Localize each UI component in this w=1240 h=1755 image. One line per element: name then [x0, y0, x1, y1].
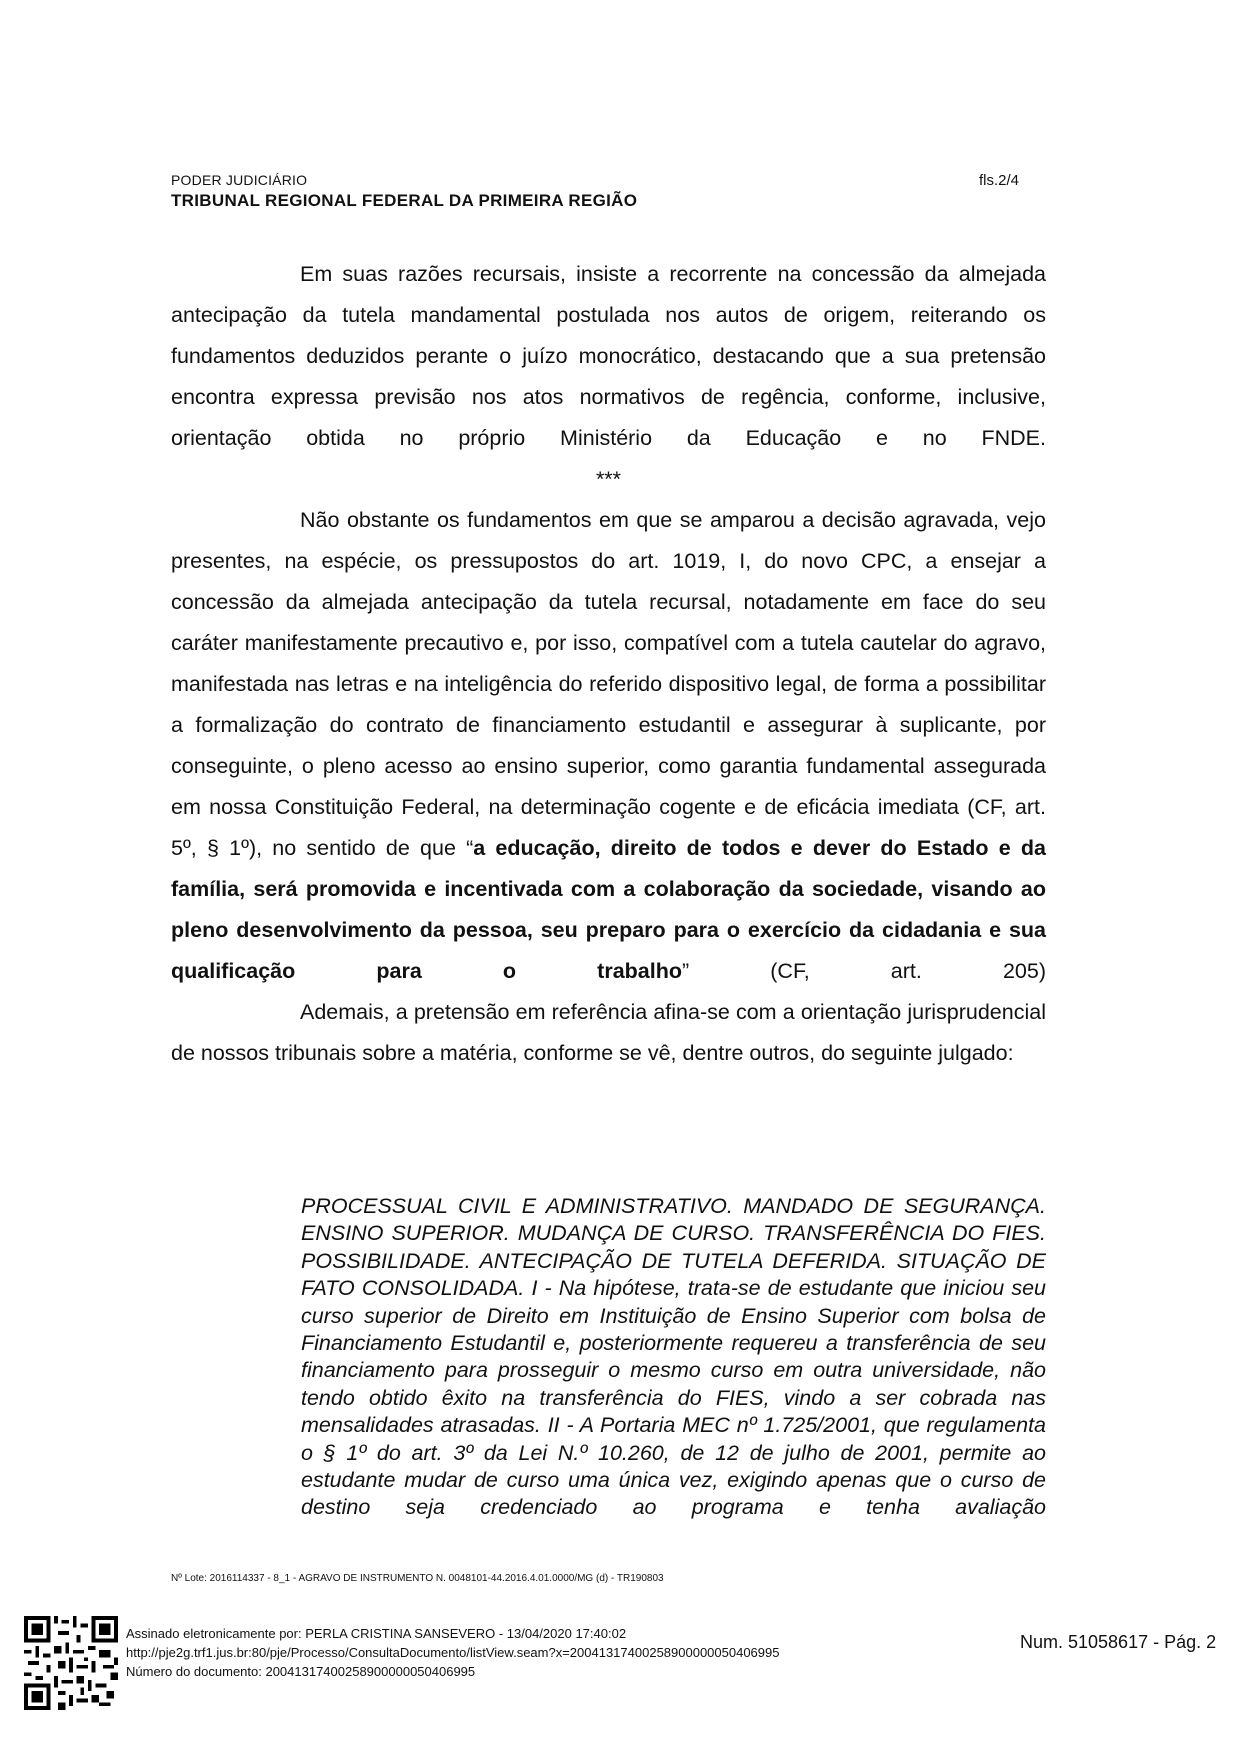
header-court-label: PODER JUDICIÁRIO [171, 172, 308, 188]
qr-code-icon [24, 1616, 118, 1710]
paragraph-2 [171, 500, 1046, 992]
document-url[interactable]: http://pje2g.trf1.jus.br:80/pje/Processo/ConsultaDocumento/listView.seam?x=20041317400258900000050406995 [126, 1645, 780, 1660]
header-court-name: TRIBUNAL REGIONAL FEDERAL DA PRIMEIRA REGIÃO [171, 191, 638, 210]
jurisprudence-quote: PROCESSUAL CIVIL E ADMINISTRATIVO. MANDADO DE SEGURANÇA. ENSINO SUPERIOR. MUDANÇA DE CURSO. TRANSFERÊNCIA DO FIES. POSSIBILIDADE. ANTECIPAÇÃO DE TUTELA DEFERIDA. SITUAÇÃO DE FATO CONSOLIDADA. I - Na hipótese, trata-se de estudante que iniciou seu curso superior de Direito em Instituição de Ensino Superior com bolsa de Financiamento Estudantil e, posteriormente requereu a transferência de seu financiamento para prosseguir o mesmo curso em outra universidade, não tendo obtido êxito na transferência do FIES, vindo a ser cobrada nas mensalidades atrasadas. II - A Portaria MEC nº 1.725/2001, que regulamenta o § 1º do art. 3º da Lei N.º 10.260, de 12 de julho de 2001, permite ao estudante mudar de curso uma única vez, exigindo apenas que o curso de destino seja credenciado ao programa e tenha avaliação [301, 1194, 1046, 1520]
signed-by: Assinado eletronicamente por: PERLA CRISTINA SANSEVERO - 13/04/2020 17:40:02 [126, 1626, 627, 1641]
paragraph-2-citation: ” (CF, art. 205) [681, 959, 1046, 983]
section-separator: *** [595, 467, 622, 491]
document-number: Número do documento: 20041317400258900000050406995 [126, 1664, 476, 1679]
page-reference: fls.2/4 [979, 172, 1020, 189]
document-body [171, 254, 1046, 1074]
page-number: Num. 51058617 - Pág. 2 [1020, 1632, 1217, 1652]
paragraph-3: Ademais, a pretensão em referência afina-se com a orientação jurisprudencial de nossos tribunais sobre a matéria, conforme se vê, dentre outros, do seguinte julgado: [171, 1000, 1046, 1065]
constitution-quote: a educação, direito de todos e dever do Estado e da família, será promovida e incentivada com a colaboração da sociedade, visando ao pleno desenvolvimento da pessoa, seu preparo para o exercício da cidadania e sua qualificação para o trabalho [171, 836, 1046, 983]
signature-block [126, 1624, 779, 1681]
paragraph-1: Em suas razões recursais, insiste a recorrente na concessão da almejada antecipação da tutela mandamental postulada nos autos de origem, reiterando os fundamentos deduzidos perante o juízo monocrático, destacando que a sua pretensão encontra expressa previsão nos atos normativos de regência, conforme, inclusive, orientação obtida no próprio Ministério da Educação e no FNDE. [171, 262, 1046, 450]
paragraph-2-text: Não obstante os fundamentos em que se amparou a decisão agravada, vejo presentes, na espécie, os pressupostos do art. 1019, I, do novo CPC, a ensejar a concessão da almejada antecipação da tutela recursal, notadamente em face do seu caráter manifestamente precautivo e, por isso, compatível com a tutela cautelar do agravo, manifestada nas letras e na inteligência do referido dispositivo legal, de forma a possibilitar a formalização do contrato de financiamento estudantil e assegurar à suplicante, por conseguinte, o pleno acesso ao ensino superior, como garantia fundamental assegurada em nossa Constituição Federal, na determinação cogente e de eficácia imediata (CF, art. 5º, § 1º), no sentido de que “ [171, 508, 1046, 860]
batch-info: Nº Lote: 2016114337 - 8_1 - AGRAVO DE INSTRUMENTO N. 0048101-44.2016.4.01.0000/MG (d) - TR190803 [171, 1573, 664, 1584]
